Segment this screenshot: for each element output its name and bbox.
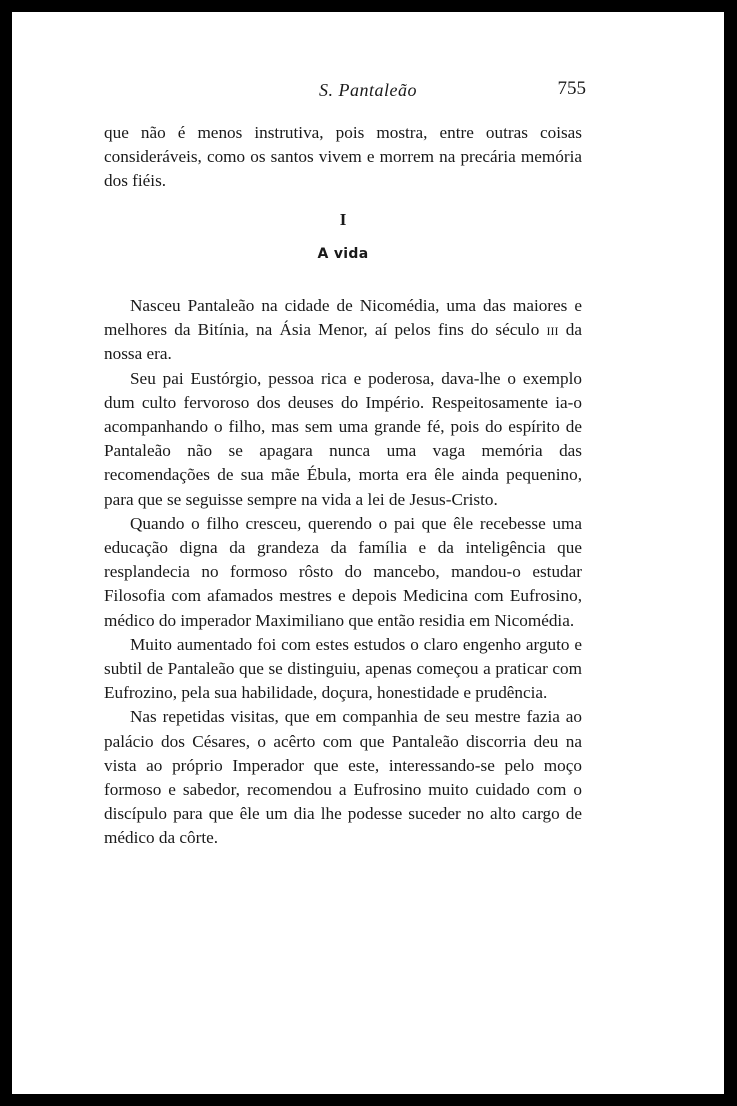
paragraph-3: Quando o filho cresceu, querendo o pai que êle recebesse uma educação digna da grandeza da família e da inteligência que resplandecia no formoso rôsto do mancebo, mandou-o estudar Filosofia com afamados mestres e depois Medicina com Eufrosino, médico do imperador Maximiliano que então residia em Nicomédia. [104,513,582,630]
paragraph-1-text-end: da nossa era. [104,320,582,364]
paragraph-1 [104,294,582,367]
paragraph-2: Seu pai Eustórgio, pessoa rica e poderosa, dava-lhe o exemplo dum culto fervoroso dos deuses do Império. Respeitosamente ia-o acompanhando o filho, mas sem uma grande fé, pois do espírito de Pantaleão não se apagara nunca uma vaga memória das recomendações de sua mãe Ébula, morta era êle ainda pequenino, para que se seguisse sempre na vida a lei de Jesus-Cristo. [104,368,582,509]
roman-numeral: iii [546,320,559,340]
paragraph-1-text-start: Nasceu Pantaleão na cidade de Nicomédia, uma das maiores e melhores da Bitínia, na Ásia Menor, aí pelos fins do século [104,296,582,340]
section-number: I [339,209,347,229]
text-block [104,121,582,851]
book-page [12,12,724,1094]
intro-paragraph: que não é menos instrutiva, pois mostra, entre outras coisas consideráveis, como os santos vivem e morrem na precária memória dos fiéis. [104,123,582,191]
page-number: 755 [557,78,586,99]
paragraph-4: Muito aumentado foi com estes estudos o claro engenho arguto e subtil de Pantaleão que se distinguiu, apenas começou a praticar com Eufrozino, pela sua habilidade, doçura, honestidade e prudência. [104,634,582,703]
paragraph-5: Nas repetidas visitas, que em companhia de seu mestre fazia ao palácio dos Césares, o acêrto com que Pantaleão discorria deu na vista ao próprio Imperador que este, interessando-se pelo moço formoso e sabedor, recomendou a Eufrosino muito cuidado com o discípulo para que êle um dia lhe podesse suceder no alto cargo de médico da côrte. [104,707,582,848]
running-title: S. Pantaleão [319,80,417,100]
section-heading: A vida [317,245,369,262]
